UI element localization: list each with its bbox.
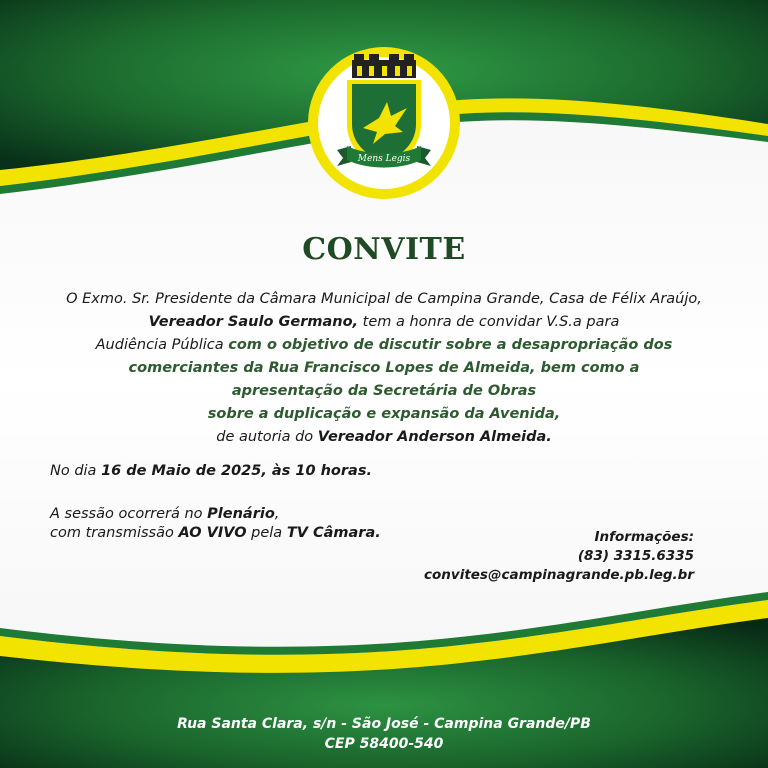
page-title: CONVITE xyxy=(302,232,466,267)
contact-phone: (83) 3315.6335 xyxy=(577,548,694,564)
invitation-line xyxy=(30,334,738,357)
event-date xyxy=(50,463,372,479)
hearing-subject: apresentação da Secretária de Obras xyxy=(231,383,537,399)
session-text: A sessão ocorrerá no xyxy=(50,506,208,522)
date-value: 16 de Maio de 2025, às 10 horas. xyxy=(101,463,372,479)
session-info xyxy=(50,505,381,543)
session-line xyxy=(50,524,381,543)
live-label: AO VIVO xyxy=(178,525,247,541)
invitation-text: de autoria do xyxy=(216,429,318,445)
session-text: pela xyxy=(246,525,287,541)
channel-name: TV Câmara. xyxy=(286,525,381,541)
contact-info xyxy=(424,528,694,585)
hearing-subject: com o objetivo de discutir sobre a desapropriação dos xyxy=(228,337,673,353)
address-line: Rua Santa Clara, s/n - São José - Campina Grande/PB xyxy=(177,716,591,732)
hearing-subject: sobre a duplicação e expansão da Avenida, xyxy=(207,406,561,422)
invitation-text: Audiência Pública xyxy=(95,337,229,353)
session-venue: Plenário xyxy=(207,506,275,522)
date-prefix: No dia xyxy=(50,463,102,479)
contact-label: Informações: xyxy=(594,529,694,545)
session-line xyxy=(50,505,381,524)
motto-text: Mens Legis xyxy=(357,154,411,164)
author-name: Vereador Anderson Almeida. xyxy=(317,429,552,445)
invitation-text: tem a honra de convidar V.S.a para xyxy=(358,314,620,330)
contact-email: convites@campinagrande.pb.leg.br xyxy=(424,567,694,583)
session-text: com transmissão xyxy=(50,525,179,541)
invitation-line xyxy=(30,311,738,334)
footer-address xyxy=(0,714,768,754)
session-text: , xyxy=(274,506,280,522)
invitation-line xyxy=(30,426,738,449)
invitation-body xyxy=(30,288,738,449)
hearing-subject: comerciantes da Rua Francisco Lopes de Almeida, bem como a xyxy=(128,360,640,376)
cep-line: CEP 58400-540 xyxy=(324,736,444,752)
invitation-line: O Exmo. Sr. Presidente da Câmara Municipal de Campina Grande, Casa de Félix Araújo, xyxy=(66,291,702,307)
president-name: Vereador Saulo Germano, xyxy=(148,314,359,330)
chamber-emblem xyxy=(307,46,461,200)
